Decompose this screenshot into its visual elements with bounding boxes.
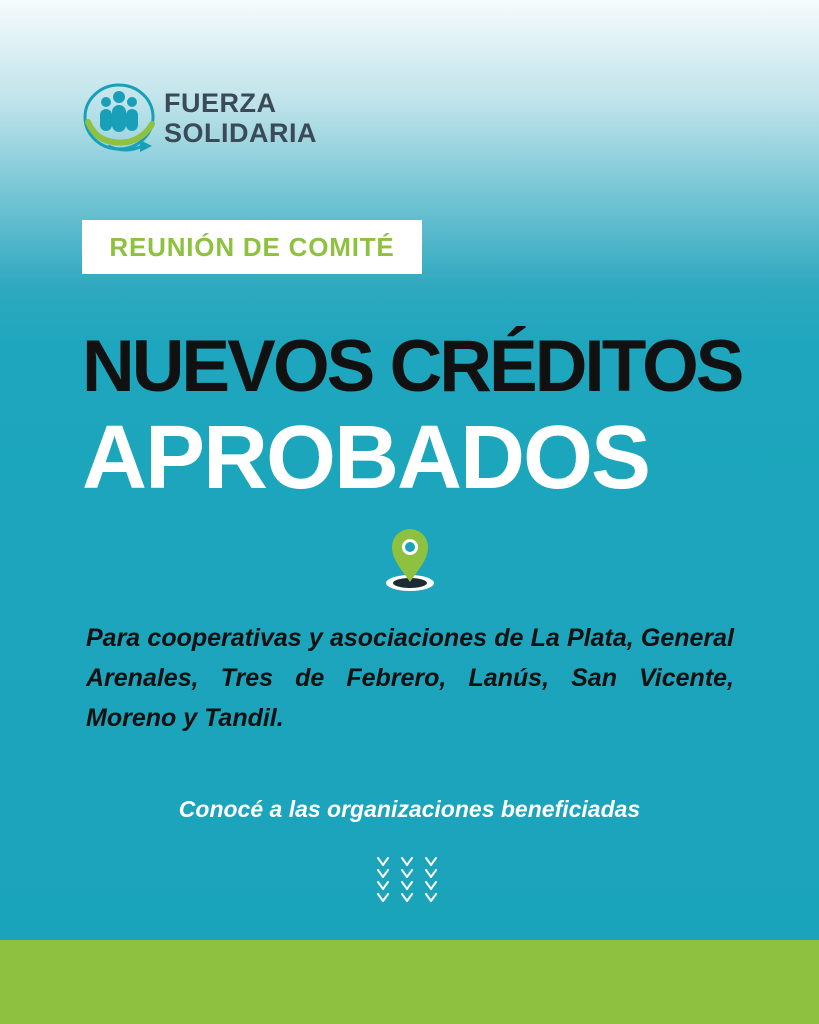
event-badge (82, 220, 422, 274)
event-badge-label: REUNIÓN DE COMITÉ (109, 231, 395, 262)
headline-line1: NUEVOS CRÉDITOS (82, 326, 742, 407)
chevrons-down-icon (374, 855, 444, 911)
brand-name-line1: FUERZA (164, 88, 277, 118)
brand-logo (82, 80, 317, 156)
footer-bar (0, 940, 819, 1024)
headline-line2: APROBADOS (82, 408, 650, 508)
body-text: Para cooperativas y asociaciones de La Plata, General Arenales, Tres de Febrero, Lanús, San Vicente, Moreno y Tandil. (86, 624, 734, 732)
people-group-icon (82, 80, 158, 156)
location-pin-icon (380, 526, 440, 592)
brand-name-line2: SOLIDARIA (164, 118, 317, 148)
cta-text: Conocé a las organizaciones beneficiadas (178, 796, 641, 822)
